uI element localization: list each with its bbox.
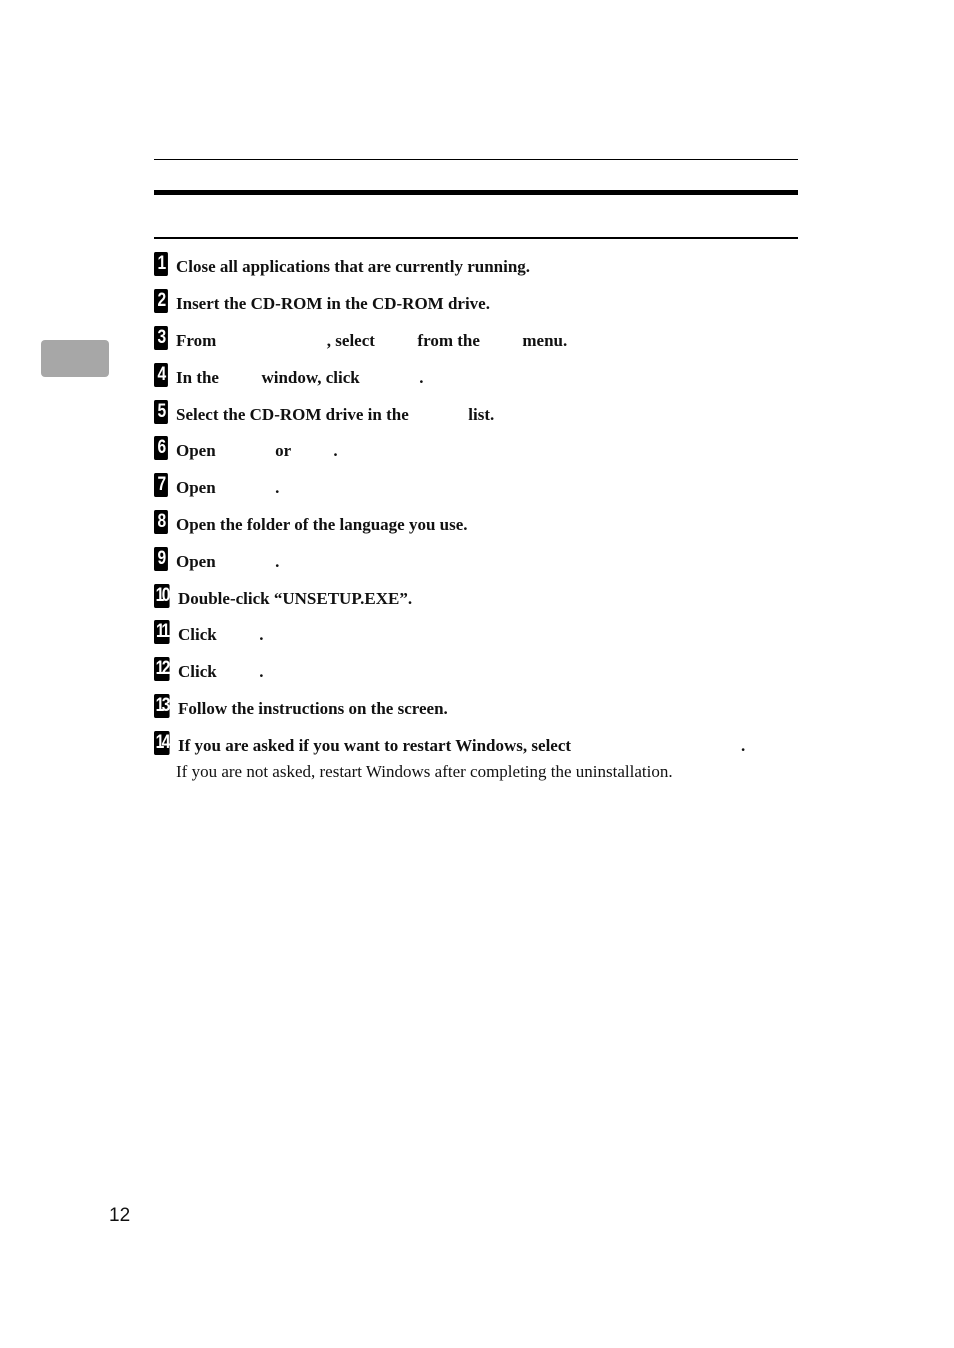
step-number-icon: 5 [154, 400, 168, 424]
step-text: Click . [178, 662, 264, 681]
step-number-icon: 14 [155, 732, 168, 753]
step-text: Open the folder of the language you use. [176, 515, 468, 534]
section-rule [154, 237, 798, 239]
step-number-icon: 11 [154, 620, 170, 644]
step-number-icon: 3 [154, 326, 168, 350]
step-3 [154, 324, 567, 350]
step-5 [154, 398, 494, 424]
step-text: If you are asked if you want to restart Windows, select . [178, 736, 746, 755]
step-1 [154, 250, 530, 276]
step-7 [154, 471, 279, 497]
step-number-icon: 9 [154, 547, 168, 571]
step-number-icon: 2 [154, 289, 168, 313]
step-14-note: If you are not asked, restart Windows after completing the uninstallation. [176, 762, 673, 781]
step-text: Follow the instructions on the screen. [178, 699, 448, 718]
header-rule-thin [154, 159, 798, 160]
step-number-icon: 7 [154, 473, 168, 497]
step-11 [154, 618, 263, 644]
step-13 [154, 692, 448, 718]
step-text: Open . [176, 552, 280, 571]
step-2 [154, 287, 490, 313]
chapter-tab [41, 340, 109, 377]
step-10 [154, 582, 412, 608]
step-12 [154, 655, 263, 681]
step-text: Open or . [176, 441, 338, 460]
step-text: From , select from the menu. [176, 331, 568, 350]
step-text: Click . [178, 625, 264, 644]
step-text: Double-click “UNSETUP.EXE”. [178, 589, 413, 608]
step-number-icon: 8 [154, 510, 168, 534]
step-4 [154, 361, 423, 387]
step-text: Open . [176, 478, 280, 497]
header-rule-thick [154, 190, 798, 195]
step-6 [154, 434, 338, 460]
step-text: Insert the CD-ROM in the CD-ROM drive. [176, 294, 490, 313]
page-number: 12 [109, 1205, 131, 1226]
step-number-icon: 4 [154, 363, 168, 387]
step-number-icon: 1 [154, 252, 168, 276]
step-text: Close all applications that are currently running. [176, 257, 531, 276]
step-text: In the window, click . [176, 368, 424, 387]
step-number-icon: 6 [154, 436, 168, 460]
step-9 [154, 545, 279, 571]
step-number-icon: 13 [155, 695, 168, 716]
step-14 [154, 729, 745, 755]
step-number-icon: 10 [155, 585, 168, 606]
step-number-icon: 12 [155, 658, 168, 679]
step-text: Select the CD-ROM drive in the list. [176, 405, 495, 424]
step-8 [154, 508, 468, 534]
